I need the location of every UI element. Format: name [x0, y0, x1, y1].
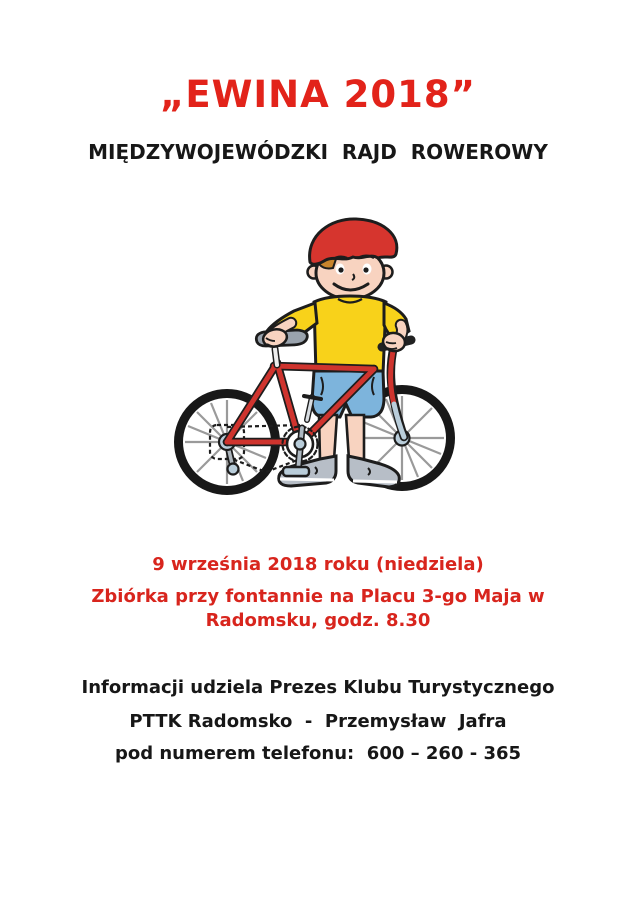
pedal — [283, 467, 309, 476]
boy-with-bicycle-illustration — [163, 205, 473, 515]
contact-club-line: PTTK Radomsko - Przemysław Jafra — [129, 711, 507, 732]
contact-info-line: Informacji udziela Prezes Klubu Turystycznego — [81, 677, 555, 698]
event-date-line: 9 września 2018 roku (niedziela) — [152, 554, 484, 575]
event-meeting-line: Zbiórka przy fontannie na Placu 3-go Maja w Radomsku, godz. 8.30 — [91, 586, 551, 631]
red-helmet — [310, 219, 397, 264]
bicycle-boy-graphic — [163, 205, 473, 515]
poster-subtitle: MIĘDZYWOJEWÓDZKI RAJD ROWEROWY — [88, 140, 548, 164]
poster-title: „EWINA 2018” — [160, 73, 476, 116]
contact-phone-line: pod numerem telefonu: 600 – 260 - 365 — [114, 743, 522, 764]
